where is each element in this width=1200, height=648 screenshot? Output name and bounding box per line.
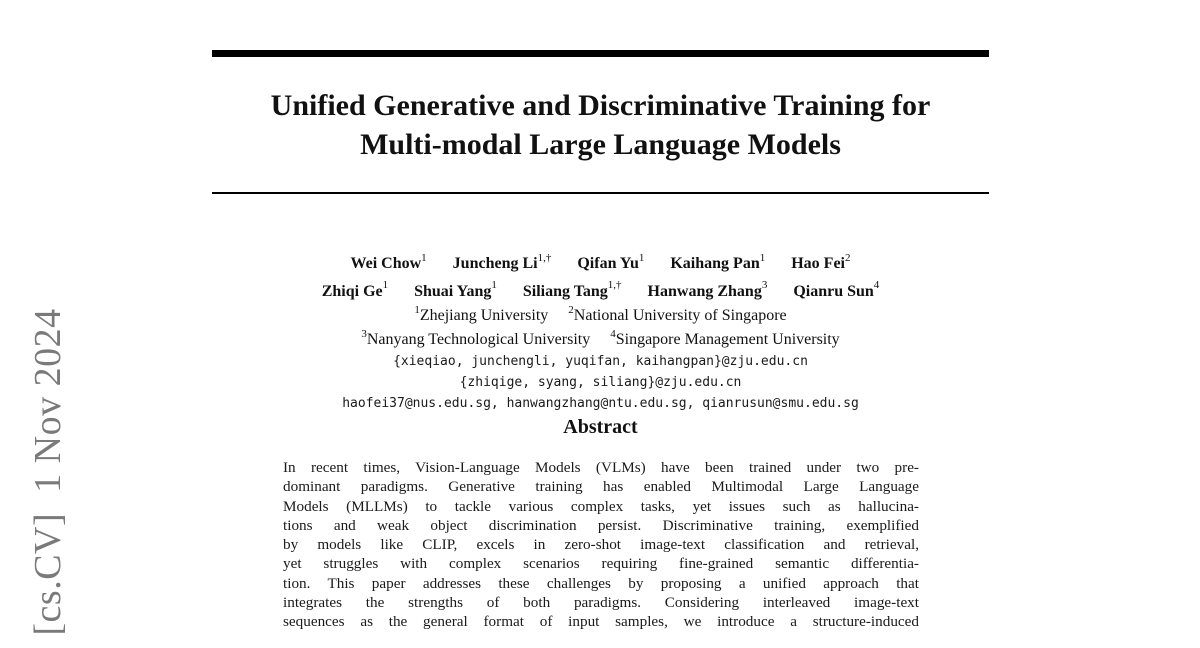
author-zhiqi-ge: Zhiqi Ge$^1$ bbox=[321, 279, 389, 300]
author-qianru-sun: Qianru Sun$^4$ bbox=[793, 279, 880, 300]
abstract-line: sequences as the general format of input samples, we introduce a structure-induced bbox=[283, 613, 919, 631]
affiliation-zhejiang: $^1$Zhejiang University bbox=[414, 303, 549, 324]
affiliation-smu: $^4$Singapore Management University bbox=[610, 327, 840, 349]
author-row-1 bbox=[212, 248, 989, 275]
abstract-heading: Abstract bbox=[563, 416, 638, 438]
affiliation-row-1 bbox=[212, 300, 989, 327]
abstract-line: In recent times, Vision-Language Models (VLMs) have been trained under two pre- bbox=[283, 459, 919, 476]
title-line-2: Multi-modal Large Language Models bbox=[360, 128, 841, 161]
abstract-line: tions and weak object discrimination persist. Discriminative training, exemplified bbox=[283, 516, 919, 534]
author-hao-fei: Hao Fei$^2$ bbox=[791, 252, 851, 273]
author-wei-chow: Wei Chow$^1$ bbox=[350, 252, 427, 273]
affiliation-row-2 bbox=[212, 324, 989, 351]
arxiv-side-stamp: [cs.CV] 1 Nov 2024 bbox=[27, 308, 69, 636]
affiliation-ntu: $^3$Nanyang Technological University bbox=[361, 327, 591, 349]
abstract-line: integrates the strengths of both paradigms. Considering interleaved image-text bbox=[283, 594, 919, 612]
author-row-2 bbox=[212, 275, 989, 302]
title-bottom-rule bbox=[212, 192, 989, 194]
affiliation-nus: $^2$National University of Singapore bbox=[568, 303, 787, 324]
abstract-line: by models like CLIP, excels in zero-shot image-text classification and retrieval, bbox=[283, 536, 919, 554]
author-juncheng-li: Juncheng $Li^{1,\dagger}$ bbox=[452, 252, 552, 273]
author-qifan-yu: Qifan Yu$^1$ bbox=[577, 252, 645, 273]
email-line-3: haofei37@nus.edu.sg, hanwangzhang@ntu.edu.sg, qianrusun@smu.edu.sg bbox=[342, 396, 859, 412]
email-line-1: {xieqiao, junchengli, yuqifan, kaihangpan}@zju.edu.cn bbox=[393, 354, 808, 370]
author-siliang-tang: Siliang Tang$^{1,\dagger}$ bbox=[522, 279, 622, 300]
abstract-line: tion. This paper addresses these challenges by proposing a unified approach that bbox=[283, 574, 919, 592]
abstract-line: dominant paradigms. Generative training has enabled Multimodal Large Language bbox=[283, 478, 919, 496]
paper-title bbox=[212, 86, 989, 164]
author-block bbox=[212, 248, 989, 414]
author-shuai-yang: Shuai Yang$^1$ bbox=[414, 279, 497, 300]
author-hanwang-zhang: Hanwang Zhang$^3$ bbox=[647, 279, 768, 300]
title-line-1: Unified Generative and Discriminative Training for bbox=[270, 89, 931, 122]
author-kaihang-pan: Kaihang Pan$^1$ bbox=[670, 252, 766, 273]
title-top-rule bbox=[212, 50, 989, 57]
abstract-line: yet struggles with complex scenarios requiring fine-grained semantic differentia- bbox=[283, 555, 919, 573]
email-line-2: {zhiqige, syang, siliang}@zju.edu.cn bbox=[459, 375, 742, 391]
abstract-line: Models (MLLMs) to tackle various complex tasks, yet issues such as hallucina- bbox=[283, 497, 919, 515]
abstract-body bbox=[283, 458, 919, 632]
